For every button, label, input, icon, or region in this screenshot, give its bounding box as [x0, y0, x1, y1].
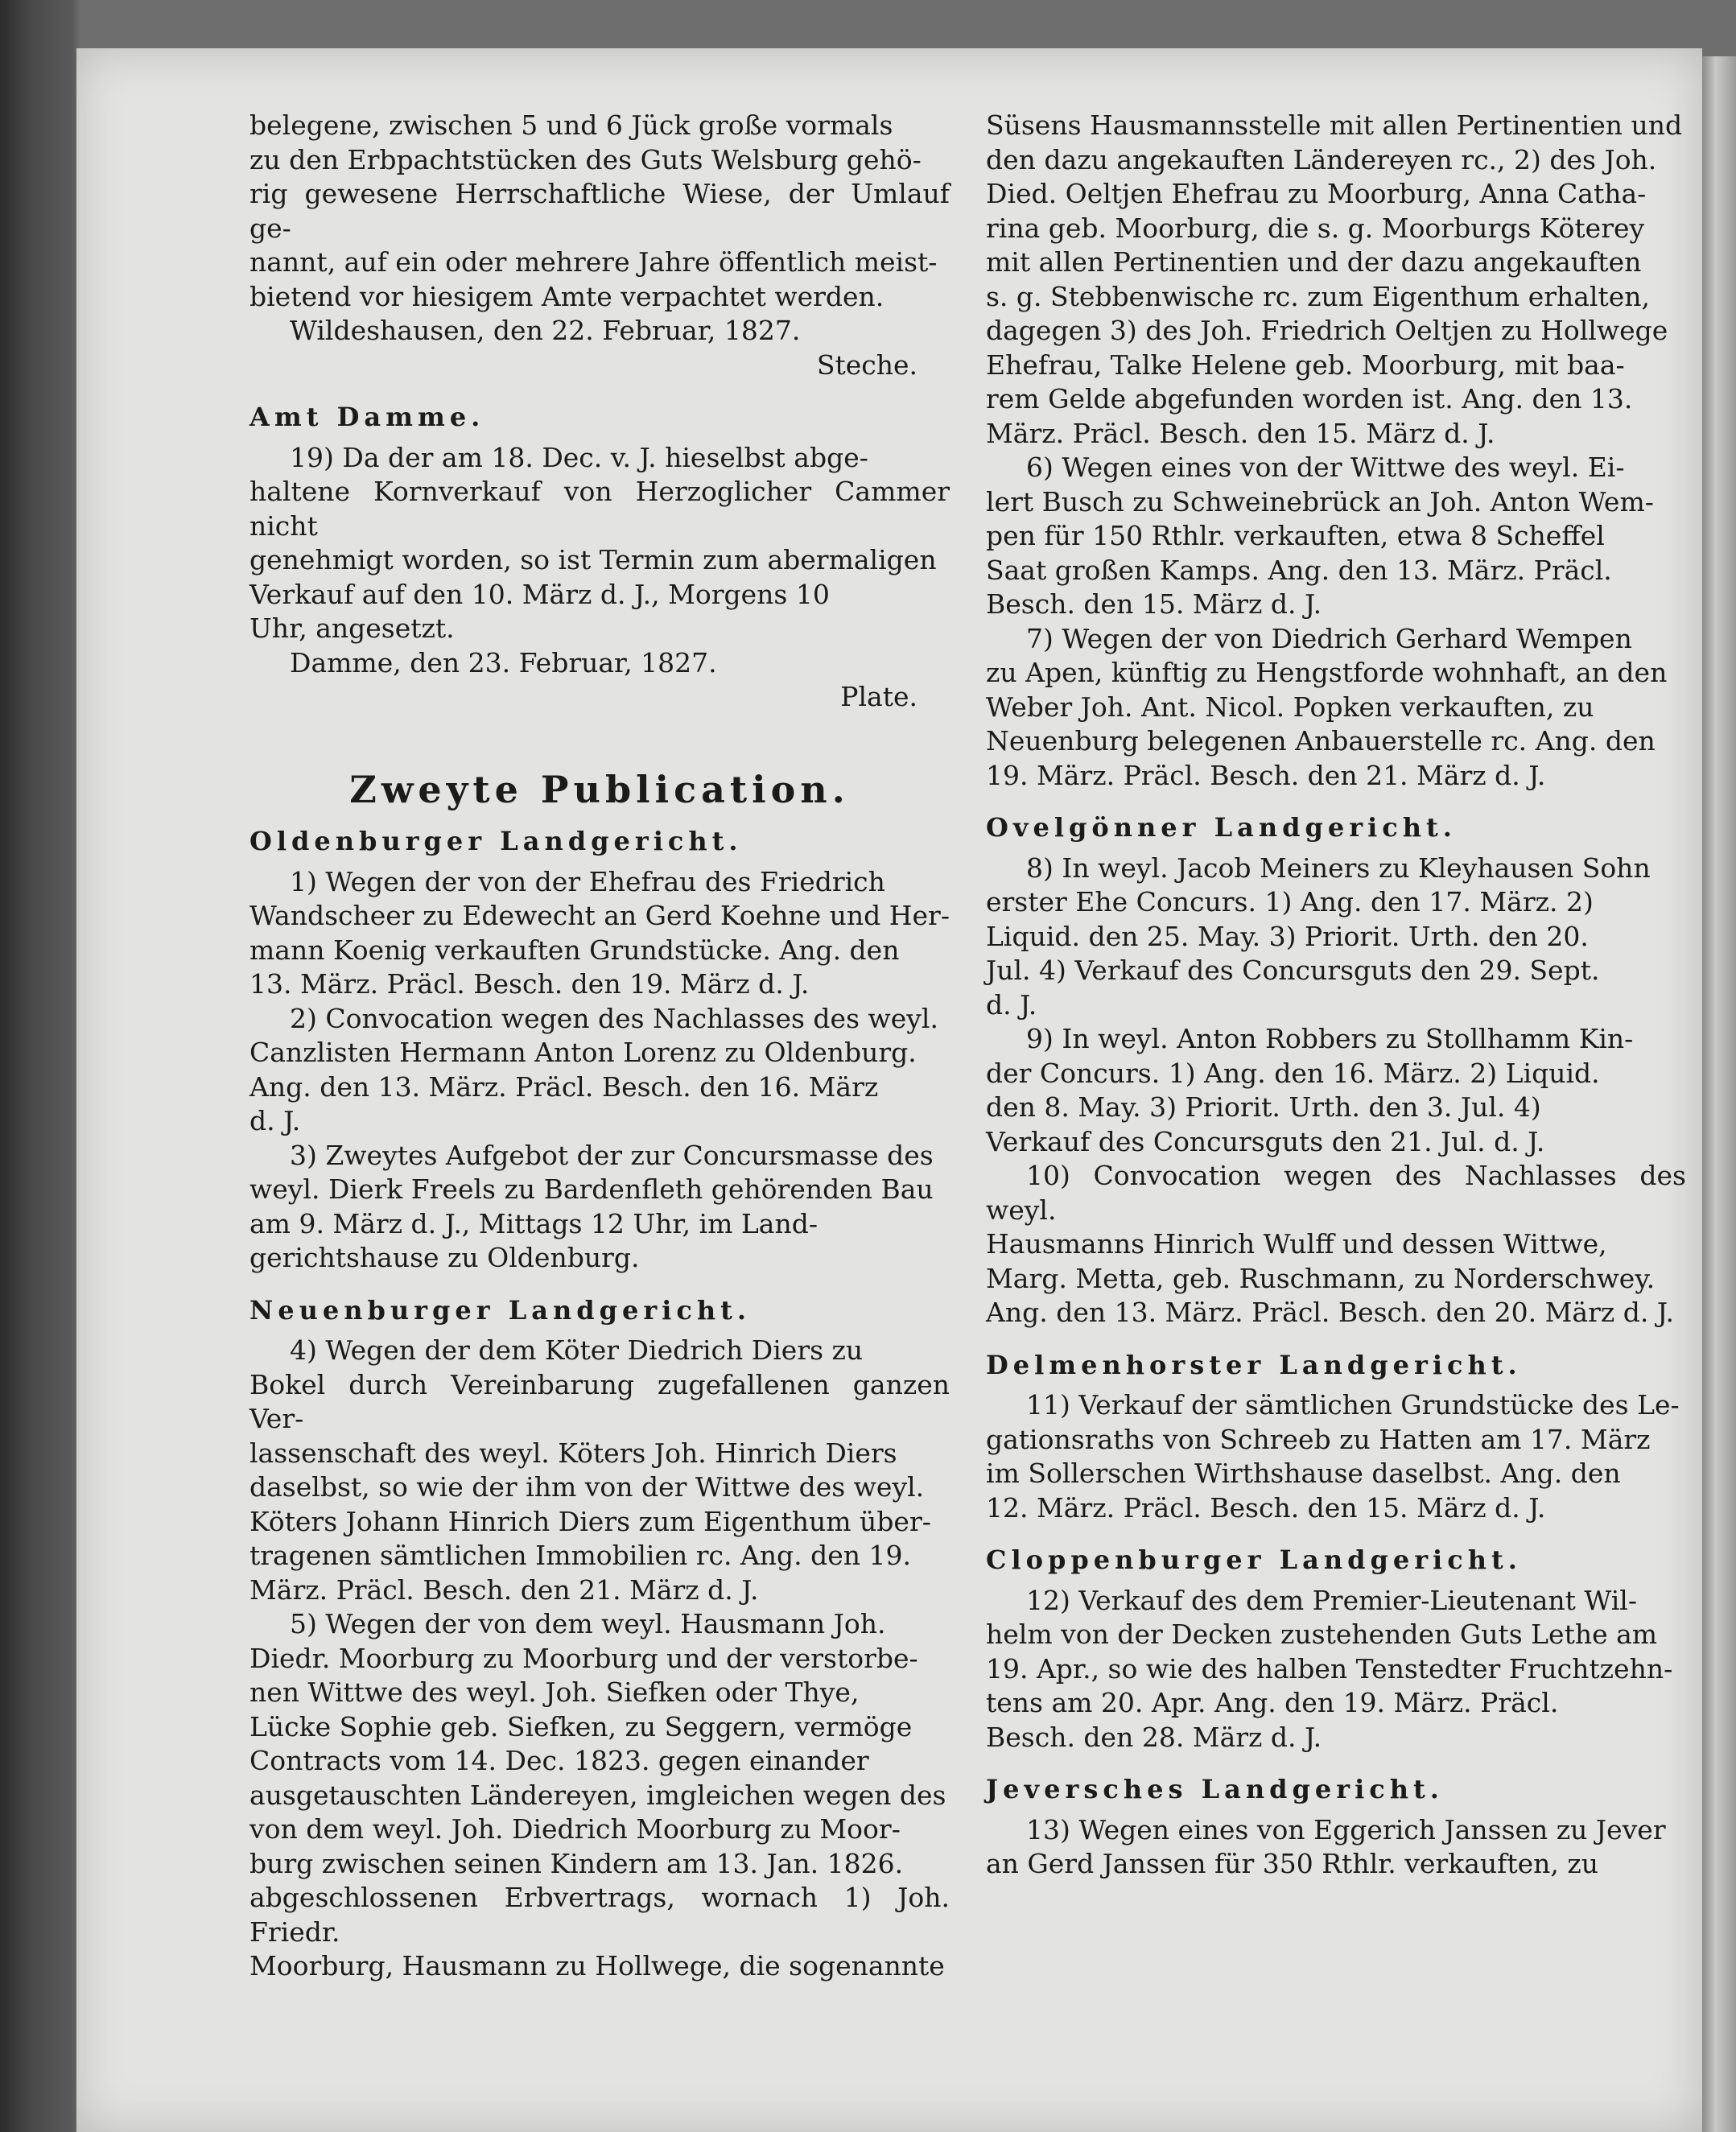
heading-cloppenburger-landgericht: Cloppenburger Landgericht.	[986, 1544, 1522, 1575]
heading-jeversches-landgericht: Jeversches Landgericht.	[986, 1774, 1444, 1804]
paragraph-9: 9) In weyl. Anton Robbers zu Stollhamm Kin- der Concurs. 1) Ang. den 16. März. 2) Liquid. den 8. May. 3) Priorit. Urth. den 3. Jul. 4) Verkauf des Concursguts den 21. Jul. d. J.	[986, 1023, 1634, 1157]
paragraph-10: 10) Convocation wegen des Nachlasses des weyl. Hausmanns Hinrich Wulff und dessen Wittwe, Marg. Metta, geb. Ruschmann, zu Norderschwey. Ang. den 13. März. Präcl. Besch. den 20. März d. J.	[986, 1160, 1686, 1328]
paragraph-19: 19) Da der am 18. Dec. v. J. hieselbst abge- haltene Kornverkauf von Herzoglicher Cammer nicht genehmigt worden, so ist Termin zum abermaligen Verkauf auf den 10. März d. J., Morgens 10 Uhr, angesetzt.	[249, 441, 950, 644]
paragraph-3: 3) Zweytes Aufgebot der zur Concursmasse des weyl. Dierk Freels zu Bardenfleth gehörenden Bau am 9. März d. J., Mittags 12 Uhr, im Land- gerichtshause zu Oldenburg.	[249, 1139, 934, 1273]
heading-delmenhorster-landgericht: Delmenhorster Landgericht.	[986, 1349, 1522, 1380]
paragraph-4: 4) Wegen der dem Köter Diedrich Diers zu Bokel durch Vereinbarung zugefallenen ganzen Ver- lassenschaft des weyl. Köters Joh. Hinrich Diers daselbst, so wie der ihm von der Wittwe des weyl. Köters Johann Hinrich Diers zum Eigenthum über- tragenen sämtlichen Immobilien rc. Ang. den 19. März. Präcl. Besch. den 21. März d. J.	[249, 1334, 950, 1606]
paragraph-12: 12) Verkauf des dem Premier-Lieutenant Wil- helm von der Decken zustehenden Guts Lethe am 19. Apr., so wie des halben Tenstedter Fruchtzehn- tens am 20. Apr. Ang. den 19. März. Präcl. Besch. den 28. März d. J.	[986, 1584, 1673, 1753]
paragraph-8: 8) In weyl. Jacob Meiners zu Kleyhausen Sohn erster Ehe Concurs. 1) Ang. den 17. März. 2) Liquid. den 25. May. 3) Priorit. Urth. den 20. Jul. 4) Verkauf des Concursguts den 29. Sept. d. J.	[986, 852, 1651, 1021]
paragraph-5: 5) Wegen der von dem weyl. Hausmann Joh. Diedr. Moorburg zu Moorburg und der verstorbe- nen Wittwe des weyl. Joh. Siefken oder Thye, Lücke Sophie geb. Siefken, zu Seggern, vermöge Contracts vom 14. Dec. 1823. gegen einander ausgetauschten Ländereyen, imgleichen wegen des von dem weyl. Joh. Diedrich Moorburg zu Moor- burg zwischen seinen Kindern am 13. Jan. 1826. abgeschlossenen Erbvertrags, wornach 1) Joh. Friedr. Moorburg, Hausmann zu Hollwege, die sogenannte	[249, 1608, 950, 1981]
heading-oldenburger-landgericht: Oldenburger Landgericht.	[249, 826, 743, 856]
left-column	[249, 109, 950, 1984]
page-edge	[1702, 56, 1736, 2132]
signature-steche: Steche.	[816, 348, 917, 381]
paragraph-2: 2) Convocation wegen des Nachlasses des weyl. Canzlisten Hermann Anton Lorenz zu Oldenburg. Ang. den 13. März. Präcl. Besch. den 16. März d. J.	[249, 1002, 938, 1136]
dateline-damme: Damme, den 23. Februar, 1827.	[290, 646, 717, 678]
paragraph-7: 7) Wegen der von Diedrich Gerhard Wempen zu Apen, künftig zu Hengstforde wohnhaft, an den Weber Joh. Ant. Nicol. Popken verkauften, zu Neuenburg belegenen Anbauerstelle rc. Ang. den 19. März. Präcl. Besch. den 21. März d. J.	[986, 622, 1668, 791]
paragraph-6: 6) Wegen eines von der Wittwe des weyl. Ei- lert Busch zu Schweinebrück an Joh. Anton Wem- pen für 150 Rthlr. verkauften, etwa 8 Scheffel Saat großen Kamps. Ang. den 13. März. Präcl. Besch. den 15. März d. J.	[986, 452, 1654, 620]
dateline-wildeshausen: Wildeshausen, den 22. Februar, 1827.	[290, 315, 801, 346]
right-column	[986, 109, 1686, 1882]
paragraph-13: 13) Wegen eines von Eggerich Janssen zu Jever an Gerd Janssen für 350 Rthlr. verkauften, zu	[986, 1813, 1666, 1879]
heading-ovelgonner-landgericht: Ovelgönner Landgericht.	[986, 812, 1457, 843]
heading-neuenburger-landgericht: Neuenburger Landgericht.	[249, 1294, 752, 1326]
heading-amt-damme: Amt Damme.	[249, 402, 485, 432]
publication-title: Zweyte Publication.	[349, 767, 850, 811]
paragraph-1: 1) Wegen der von der Ehefrau des Friedrich Wandscheer zu Edewecht an Gerd Koehne und Her- mann Koenig verkauften Grundstücke. Ang. den 13. März. Präcl. Besch. den 19. März d. J.	[249, 865, 950, 1000]
signature-plate: Plate.	[840, 681, 917, 712]
paragraph-5-continued: Süsens Hausmannsstelle mit allen Pertinentien und den dazu angekauften Ländereyen rc., 2) des Joh. Died. Oeltjen Ehefrau zu Moorburg, Anna Catha- rina geb. Moorburg, die s. g. Moorburgs Köterey mit allen Pertinentien und der dazu angekauften s. g. Stebbenwische rc. zum Eigenthum erhalten, dagegen 3) des Joh. Friedrich Oeltjen zu Hollwege Ehefrau, Talke Helene geb. Moorburg, mit baa- rem Gelde abgefunden worden ist. Ang. den 13. März. Präcl. Besch. den 15. März d. J.	[986, 109, 1683, 449]
opening-paragraph: belegene, zwischen 5 und 6 Jück große vormals zu den Erbpachtstücken des Guts Welsburg gehö- rig gewesene Herrschaftliche Wiese, der Umlauf ge- nannt, auf ein oder mehrere Jahre öffentlich meist- bietend vor hiesigem Amte verpachtet werden.	[249, 109, 950, 312]
paragraph-11: 11) Verkauf der sämtlichen Grundstücke des Le- gationsraths von Schreeb zu Hatten am 17. März im Sollerschen Wirthshause daselbst. Ang. den 12. März. Präcl. Besch. den 15. März d. J.	[986, 1389, 1680, 1524]
